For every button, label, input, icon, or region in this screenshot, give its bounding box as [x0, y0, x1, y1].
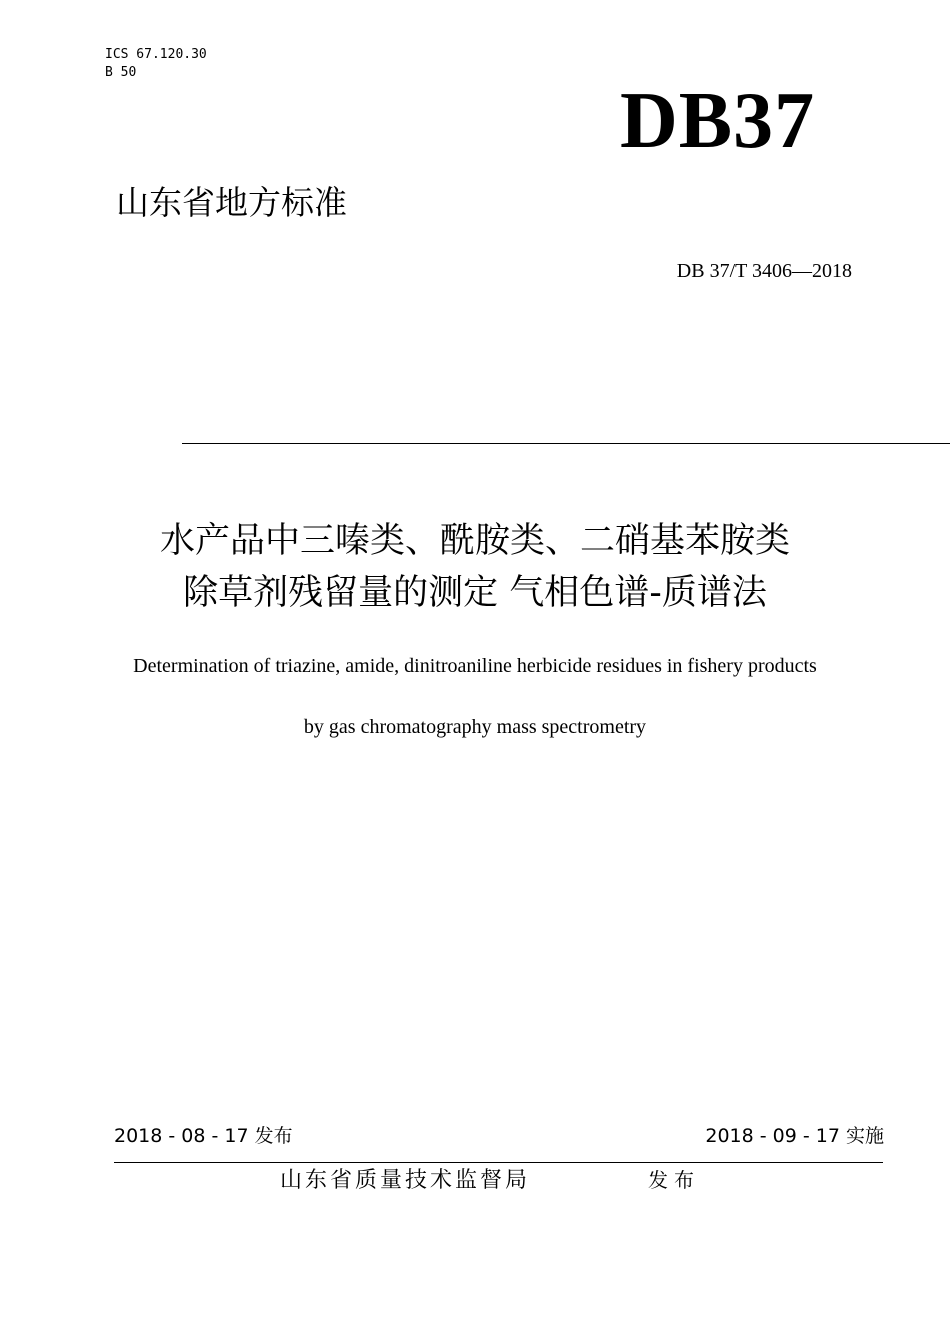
issue-date: 2018 - 08 - 17 发布	[114, 1125, 293, 1147]
title-english-line-1: Determination of triazine, amide, dinitroaniline herbicide residues in fishery products	[133, 655, 817, 677]
implementation-date: 2018 - 09 - 17 实施	[705, 1125, 884, 1147]
bottom-divider	[114, 1162, 883, 1163]
top-divider	[182, 443, 950, 444]
ics-code: ICS 67.120.30	[105, 47, 207, 62]
title-chinese-line-2: 除草剂残留量的测定 气相色谱-质谱法	[183, 573, 767, 613]
standard-code: DB 37/T 3406—2018	[676, 260, 852, 282]
ccs-code: B 50	[105, 65, 137, 80]
issuing-action: 发布	[648, 1168, 700, 1192]
title-english-line-2: by gas chromatography mass spectrometry	[303, 716, 647, 738]
standard-logo: DB37	[620, 77, 816, 165]
standard-type: 山东省地方标准	[116, 183, 347, 222]
issuing-authority: 山东省质量技术监督局	[280, 1168, 531, 1193]
title-chinese-line-1: 水产品中三嗪类、酰胺类、二硝基苯胺类	[159, 521, 790, 561]
